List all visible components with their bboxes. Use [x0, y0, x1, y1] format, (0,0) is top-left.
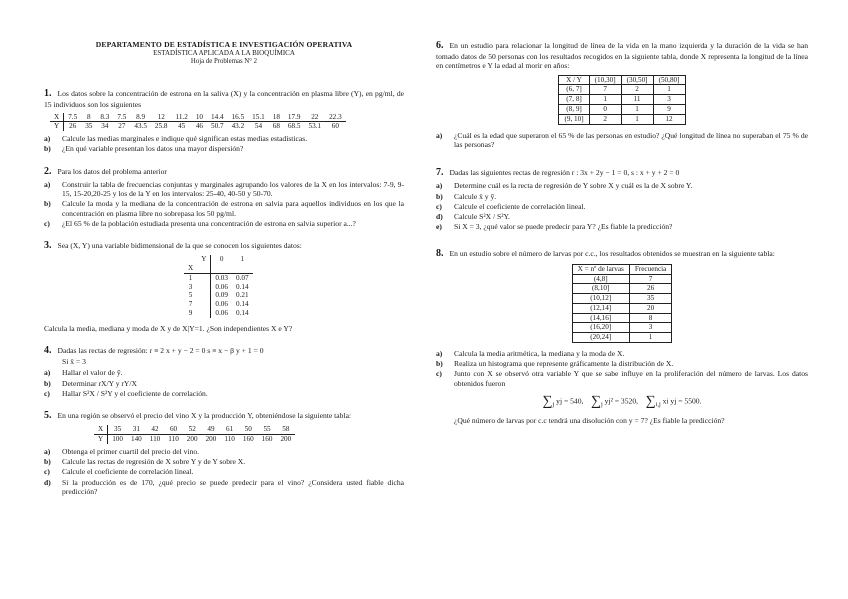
list-item: [44, 134, 404, 143]
sum-symbol-icon: ∑: [645, 393, 656, 409]
table-row: [559, 95, 685, 105]
list-item: [44, 389, 404, 398]
table-cell: 25.8: [154, 122, 168, 131]
table-cell: 1: [589, 95, 621, 105]
table-cell: (12,14]: [572, 303, 629, 313]
sum-value: yj = 540,: [556, 396, 584, 406]
list-item: [436, 359, 808, 368]
table-cell: (10,12]: [572, 294, 629, 304]
table-cell: Y: [50, 122, 64, 131]
table-cell: 7.5: [113, 113, 130, 122]
right-column: [436, 40, 808, 437]
table-cell: 200: [186, 435, 198, 444]
table-cell: 11: [621, 95, 653, 105]
table-cell: 3: [653, 95, 685, 105]
sum-value: xi yj = 5500.: [662, 396, 702, 406]
table-cell: 100: [112, 435, 123, 444]
item-label: c): [44, 467, 50, 477]
problem-question: ¿Qué número de larvas por c.c tendrá una disolución con y = 7? ¿Es fiable la predicción?: [454, 416, 725, 426]
table-cell: 8: [81, 113, 96, 122]
table-row: [184, 309, 253, 318]
table-cell: 1: [629, 333, 672, 343]
x-value: 3: [188, 282, 193, 291]
table-cell: 60: [331, 122, 339, 131]
table-cell: 31: [127, 425, 146, 434]
list-item: [436, 131, 808, 150]
table-row: [559, 114, 685, 124]
list-item: [44, 457, 404, 466]
joint-distribution-table: [184, 255, 253, 317]
prob-cell: 0.06: [215, 282, 228, 291]
table-cell: 61: [220, 425, 239, 434]
table-cell: 9: [653, 105, 685, 115]
table-row: [559, 105, 685, 115]
table-cell: 27: [118, 122, 126, 131]
item-label: a): [436, 130, 443, 140]
table-cell: 35: [629, 294, 672, 304]
table-cell: X: [94, 425, 108, 434]
table-cell: 160: [242, 435, 254, 444]
item-label: a): [436, 181, 443, 191]
problem-3: [44, 240, 404, 333]
item-text: Calcule la moda y la mediana de la concentración de estrona en salvia para aquellos individuos en los que la concentración en plasma libre no sobrepasa los 50 pg/ml.: [62, 199, 404, 218]
sum-value: yj² = 3520,: [604, 396, 639, 406]
item-label: a): [44, 446, 51, 456]
table-cell: (7, 8]: [559, 95, 589, 105]
problem-6: [436, 40, 808, 149]
problem-statement: Dadas las rectas de regresión: r ≡ 2 x + y − 2 = 0 s ≡ x − β y + 1 = 0: [57, 345, 264, 355]
item-label: c): [44, 388, 50, 398]
table-cell: 10: [192, 113, 207, 122]
list-item: [436, 202, 808, 211]
list-item: [44, 368, 404, 377]
prob-cell: 0.14: [235, 308, 249, 317]
table-cell: (16,20]: [572, 323, 629, 333]
problem-statement: En una región se observó el precio del vino X y la producción Y, obteniéndose la siguiente tabla:: [57, 411, 352, 421]
y-label: Y: [197, 255, 211, 264]
table-cell: 35: [108, 425, 127, 434]
department-title: DEPARTAMENTO DE ESTADÍSTICA E INVESTIGACIÓN OPERATIVA: [95, 40, 353, 49]
table-cell: 8.3: [96, 113, 113, 122]
table-cell: 200: [280, 435, 292, 444]
column-header: (50,80]: [653, 75, 685, 85]
item-text: Junto con X se observó otra variable Y que se sabe influye en la proliferación del número de larvas. Los datos obtenidos fueron: [454, 369, 808, 388]
prob-cell: 0.14: [235, 300, 249, 309]
problem-number: 3.: [44, 240, 52, 251]
table-cell: 50.7: [211, 122, 224, 131]
sum-symbol-icon: ∑: [591, 393, 601, 409]
problem-4: [44, 345, 404, 398]
item-label: d): [436, 212, 443, 222]
table-row: [184, 283, 253, 292]
table-row: [572, 274, 672, 284]
table-row: [184, 300, 253, 309]
prob-cell: 0.14: [235, 282, 249, 291]
document-header: [44, 40, 404, 66]
item-text: Obtenga el primer cuartil del precio del vino.: [62, 446, 200, 456]
left-column: [44, 40, 404, 508]
table-cell: 8: [629, 313, 672, 323]
prob-cell: 0.03: [215, 273, 228, 282]
item-list: [44, 447, 404, 496]
problem-5: [44, 410, 404, 496]
item-text: Calcule las medias marginales e indique qué significan estas medias estadísticas.: [62, 134, 308, 144]
problem-statement: Los datos sobre la concentración de estrona en la saliva (X) y la concentración en plasma libre (Y), en pg/ml, de 15 individuos son los siguientes: [44, 89, 404, 110]
sum-index: j: [552, 400, 555, 408]
contingency-table: [558, 75, 685, 125]
problem-2: [44, 166, 404, 228]
problem-number: 7.: [436, 167, 444, 179]
item-list: [44, 368, 404, 398]
item-label: b): [44, 199, 51, 209]
list-item: [436, 222, 808, 231]
table-cell: 3: [629, 323, 672, 333]
item-text: Hallar S²X / S²Y y el coeficiente de correlación.: [62, 388, 208, 398]
table-cell: 55: [258, 425, 277, 434]
table-cell: 18: [269, 113, 284, 122]
table-cell: 68: [272, 122, 280, 131]
problem-1: [44, 88, 404, 154]
table-cell: 140: [130, 435, 142, 444]
table-row: [572, 303, 672, 313]
item-label: b): [436, 359, 443, 369]
x-value: 5: [188, 291, 193, 300]
data-table: [50, 113, 346, 132]
table-cell: 20: [629, 303, 672, 313]
list-item: [44, 467, 404, 476]
table-cell: 52: [183, 425, 202, 434]
table-cell: 11.2: [172, 113, 192, 122]
item-label: b): [44, 378, 51, 388]
table-cell: 110: [224, 435, 235, 444]
table-cell: 53.1: [308, 122, 322, 131]
item-text: Si X = 3, ¿qué valor se puede predecir para Y? ¿Es fiable la predicción?: [454, 222, 673, 232]
list-item: [44, 144, 404, 153]
list-item: [436, 181, 808, 190]
table-cell: Y: [94, 435, 108, 444]
table-cell: 60: [164, 425, 183, 434]
table-cell: 42: [146, 425, 165, 434]
item-text: Calcule S²X / S²Y.: [454, 212, 510, 222]
problem-statement: En un estudio para relacionar la longitud de línea de la vida en la mano izquierda y la duración de la vida se han tomado datos de 50 personas con los resultados recogidos en la siguiente tabla, donde X representa la longitud de la línea en centímetros e Y la edad al morir en años:: [436, 41, 808, 71]
table-cell: 160: [261, 435, 273, 444]
prob-cell: 0.21: [235, 291, 249, 300]
list-item: [44, 199, 404, 218]
item-text: ¿En qué variable presentan los datos una mayor dispersión?: [62, 144, 244, 154]
table-cell: 15.1: [248, 113, 269, 122]
item-label: a): [44, 368, 51, 378]
item-label: c): [436, 369, 442, 379]
table-row: [559, 85, 685, 95]
sheet-label: Hoja de Problemas N° 2: [190, 57, 258, 65]
table-cell: 7.5: [64, 113, 81, 122]
table-cell: 1: [621, 114, 653, 124]
table-cell: 43.5: [134, 122, 147, 131]
table-cell: 2: [589, 114, 621, 124]
table-cell: 12: [151, 113, 172, 122]
table-cell: (8,10]: [572, 284, 629, 294]
table-cell: (20,24]: [572, 333, 629, 343]
item-label: b): [436, 191, 443, 201]
table-cell: 200: [205, 435, 217, 444]
table-cell: 26: [69, 122, 77, 131]
table-cell: 8.9: [130, 113, 151, 122]
column-header: Frecuencia: [629, 264, 672, 274]
table-cell: (4,8]: [572, 274, 629, 284]
problem-7: [436, 167, 808, 231]
problem-number: 5.: [44, 410, 52, 422]
list-item: [436, 349, 808, 358]
list-item: [44, 379, 404, 388]
table-cell: 1: [653, 85, 685, 95]
problem-8: [436, 248, 808, 426]
table-cell: 35: [85, 122, 93, 131]
table-cell: 46: [195, 122, 203, 131]
sum-index: i,j: [655, 400, 661, 408]
table-row: [184, 291, 253, 300]
item-label: a): [44, 179, 51, 189]
frequency-table: [572, 264, 673, 343]
item-list: [44, 134, 404, 154]
item-text: Si la producción es de 170, ¿qué precio se puede predecir para el vino? ¿Considera usted fiable dicha predicción?: [62, 477, 404, 496]
problem-statement: Para los datos del problema anterior: [57, 166, 167, 176]
prob-cell: 0.09: [215, 291, 228, 300]
problem-number: 2.: [44, 165, 52, 177]
list-item: [44, 447, 404, 456]
course-subtitle: ESTADÍSTICA APLICADA A LA BIOQUÍMICA: [153, 49, 295, 58]
problem-statement: En un estudio sobre el número de larvas por c.c., los resultados obtenidos se muestran en la siguiente tabla:: [449, 248, 775, 258]
item-list: [44, 180, 404, 228]
table-cell: 2: [621, 85, 653, 95]
table-cell: 22: [305, 113, 326, 122]
prob-cell: 0.06: [215, 308, 228, 317]
problem-number: 8.: [436, 247, 444, 259]
table-cell: 7: [589, 85, 621, 95]
table-cell: (14,16]: [572, 313, 629, 323]
table-cell: 110: [168, 435, 179, 444]
table-row: [572, 294, 672, 304]
item-text: Realiza un histograma que represente gráficamente la distribución de X.: [454, 359, 674, 369]
sum-symbol-icon: ∑: [542, 393, 553, 409]
item-text: ¿Cuál es la edad que superaron el 65 % de las personas en estudio? ¿Qué longitud de línea no superaban el 75 % de las personas?: [454, 130, 808, 149]
table-cell: 54: [254, 122, 263, 131]
problem-statement: Sea (X, Y) una variable bidimensional de la que se conocen los siguientes datos:: [57, 241, 302, 250]
table-cell: 45: [178, 122, 186, 131]
item-label: d): [44, 477, 51, 487]
column-header: X = nº de larvas: [572, 264, 629, 274]
table-cell: 16.5: [228, 113, 249, 122]
summation-formulas: [436, 393, 808, 410]
item-text: Construir la tabla de frecuencias conjuntas y marginales agrupando los valores de la X en los intervalos: 7-9, 9-15, 15-20,20-25 y los de la Y en los intervalos: 25-40, 40-50 y 50-70.: [62, 179, 404, 198]
list-item: [44, 180, 404, 199]
item-label: b): [44, 457, 51, 467]
item-list: [436, 349, 808, 388]
x-value: 9: [188, 308, 193, 317]
item-text: Calcule x̄ y ȳ.: [454, 191, 497, 201]
column-header: (10,30]: [589, 75, 621, 85]
item-text: Hallar el valor de ȳ.: [62, 368, 123, 378]
table-cell: 0: [589, 105, 621, 115]
x-value: 7: [188, 300, 193, 309]
table-cell: 1: [621, 105, 653, 115]
item-label: c): [44, 218, 50, 228]
table-cell: 22.3: [325, 113, 346, 122]
table-cell: 43.2: [231, 122, 245, 131]
item-label: e): [436, 222, 442, 232]
x-label: X: [184, 264, 197, 273]
item-label: c): [436, 201, 442, 211]
table-cell: (9, 10]: [559, 114, 589, 124]
table-cell: 7: [629, 274, 672, 284]
item-text: Determine cuál es la recta de regresión de Y sobre X y cuál es la de X sobre Y.: [454, 181, 693, 191]
table-cell: 58: [276, 425, 295, 434]
table-cell: 50: [239, 425, 258, 434]
item-label: b): [44, 144, 51, 154]
item-text: Calcule las rectas de regresión de X sobre Y y de Y sobre X.: [62, 457, 246, 467]
x-value: 1: [188, 273, 193, 282]
item-label: a): [44, 134, 51, 144]
table-cell: (6, 7]: [559, 85, 589, 95]
list-item: [436, 192, 808, 201]
item-label: a): [436, 348, 443, 358]
data-table: [94, 425, 295, 444]
table-row: [572, 313, 672, 323]
table-cell: 26: [629, 284, 672, 294]
table-row: [572, 333, 672, 343]
problem-statement: Dadas las siguientes rectas de regresión r : 3x + 2y − 1 = 0, s : x + y + 2 = 0: [449, 168, 680, 178]
table-row: [572, 323, 672, 333]
table-cell: 17.9: [284, 113, 305, 122]
y-value: 0: [219, 255, 224, 264]
column-header: X / Y: [559, 75, 589, 85]
table-cell: 110: [149, 435, 161, 444]
list-item: [44, 478, 404, 497]
table-cell: 12: [653, 114, 685, 124]
problem-number: 6.: [436, 40, 444, 51]
item-text: Calcula la media aritmética, la mediana y la moda de X.: [454, 348, 625, 358]
condition: Si x̄ = 3: [62, 357, 86, 367]
problem-number: 1.: [44, 88, 52, 100]
list-item: [44, 219, 404, 228]
item-text: ¿El 65 % de la población estudiada presenta una concentración de estrona en salvia superior a...?: [62, 218, 356, 228]
table-cell: 14.4: [207, 113, 228, 122]
table-cell: 34: [101, 122, 109, 131]
problem-number: 4.: [44, 344, 52, 356]
y-value: 1: [240, 255, 245, 264]
item-text: Calcule el coeficiente de correlación lineal.: [62, 467, 194, 477]
table-cell: 49: [202, 425, 221, 434]
prob-cell: 0.06: [215, 300, 228, 309]
list-item: [436, 369, 808, 388]
item-text: Determinar rX/Y y rY/X: [62, 378, 137, 388]
item-text: Calcule el coeficiente de correlación lineal.: [454, 201, 586, 211]
list-item: [436, 212, 808, 221]
table-row: [184, 273, 253, 282]
item-list: [436, 181, 808, 231]
table-cell: X: [50, 113, 64, 122]
column-header: (30,50]: [621, 75, 653, 85]
sum-index: j: [601, 400, 603, 408]
table-cell: (8, 9]: [559, 105, 589, 115]
problem-question: Calcula la media, mediana y moda de X y de X|Y=1. ¿Son independientes X e Y?: [44, 323, 293, 333]
prob-cell: 0.07: [235, 273, 249, 282]
item-list: [436, 131, 808, 150]
table-row: [572, 284, 672, 294]
table-cell: 68.5: [287, 122, 301, 131]
